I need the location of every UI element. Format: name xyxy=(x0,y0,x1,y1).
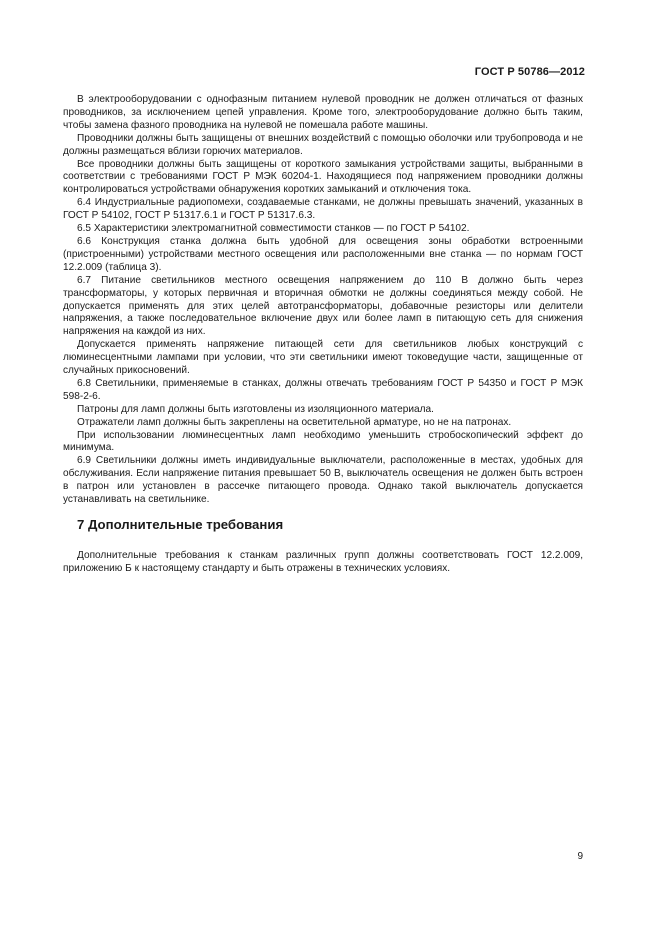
paragraph: Все проводники должны быть защищены от короткого замыкания устройствами защиты, выбранными в соответствии с требованиями ГОСТ Р МЭК 60204-1. Находящиеся под напряжением проводники должны контролироваться устройствами обнаружения коротких замыканий и отключения тока. xyxy=(63,158,583,196)
paragraph-6-4: 6.4 Индустриальные радиопомехи, создаваемые станками, не должны превышать значений, указанных в ГОСТ Р 54102, ГОСТ Р 51317.6.1 и ГОСТ Р 51317.6.3. xyxy=(63,197,583,222)
paragraph-6-6: 6.6 Конструкция станка должна быть удобной для освещения зоны обработки встроенными (пристроенными) устройствами местного освещения или расположенными вне станка — по нормам ГОСТ 12.2.009 (таблица 3). xyxy=(63,235,583,273)
document-id-header: ГОСТ Р 50786—2012 xyxy=(474,66,585,78)
paragraph: Проводники должны быть защищены от внешних воздействий с помощью оболочки или трубопровода и не должны размещаться вблизи горючих материалов. xyxy=(63,132,583,157)
page-number: 9 xyxy=(577,851,583,862)
paragraph: Отражатели ламп должны быть закреплены на осветительной арматуре, но не на патронах. xyxy=(77,416,512,428)
paragraph: Дополнительные требования к станкам различных групп должны соответствовать ГОСТ 12.2.009, приложению Б к настоящему стандарту и быть отражены в технических условиях. xyxy=(63,550,583,574)
paragraph-6-7: 6.7 Питание светильников местного освещения напряжением до 110 В должно быть через трансформаторы, у которых первичная и вторичная обмотки не должны соединяться между собой. Не допускается применять для этих целей автотрансформаторы, добавочные резисторы или делители напряжения, а также последовательное включение двух или более ламп в питающую сеть для снижения напряжения на каждой из них. xyxy=(63,274,583,338)
paragraph: При использовании люминесцентных ламп необходимо уменьшить стробоскопический эффект до минимума. xyxy=(63,429,583,454)
paragraph: Патроны для ламп должны быть изготовлены из изоляционного материала. xyxy=(77,403,434,415)
paragraph-6-5: 6.5 Характеристики электромагнитной совместимости станков — по ГОСТ Р 54102. xyxy=(77,223,470,235)
paragraph: Допускается применять напряжение питающей сети для светильников любых конструкций с люминесцентными лампами при условии, что эти светильники имеют токоведущие части, защищенные от случайных прикосновений. xyxy=(63,339,583,377)
section-6-body xyxy=(63,94,583,507)
section-7-body xyxy=(63,550,583,576)
section-7-title: 7 Дополнительные требования xyxy=(77,517,284,532)
paragraph: В электрооборудовании с однофазным питанием нулевой проводник не должен отличаться от фазных проводников, за исключением цепей управления. Кроме того, электрооборудование должно быть таким, чтобы замена фазного проводника на нулевой не помешала работе машины. xyxy=(63,94,583,131)
paragraph-6-9: 6.9 Светильники должны иметь индивидуальные выключатели, расположенные в местах, удобных для обслуживания. Если напряжение питания превышает 50 В, выключатель освещения не должен быть встроен в патрон или установлен в рассечке питающего провода. Однако такой выключатель допускается устанавливать на светильнике. xyxy=(63,455,583,506)
paragraph-6-8: 6.8 Светильники, применяемые в станках, должны отвечать требованиям ГОСТ Р 54350 и ГОСТ Р МЭК 598-2-6. xyxy=(63,377,583,402)
